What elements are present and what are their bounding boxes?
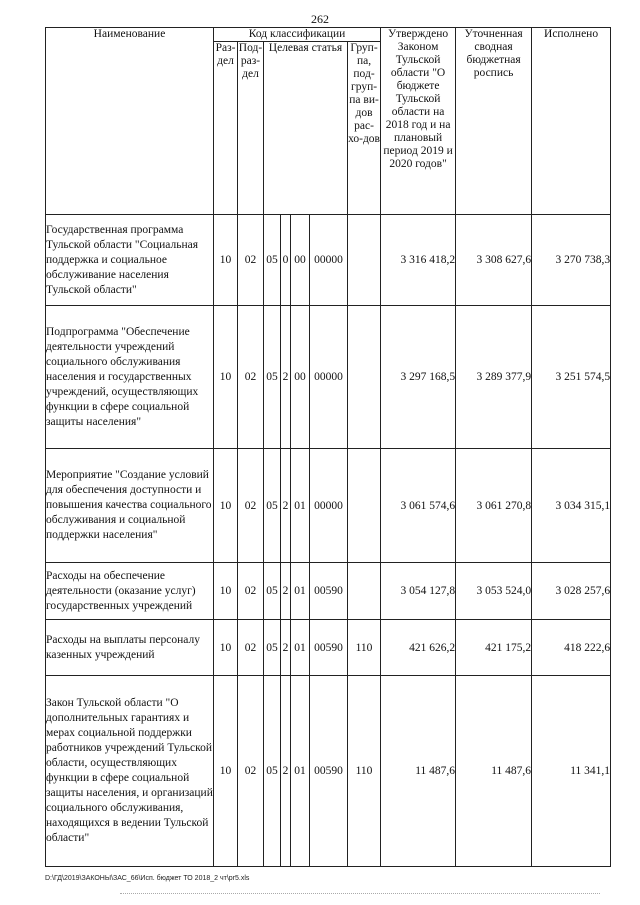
row-approved: 3 297 168,5 xyxy=(381,306,456,449)
row-refined: 3 289 377,9 xyxy=(456,306,532,449)
row-target-2: 2 xyxy=(281,620,291,676)
row-group xyxy=(348,306,381,449)
row-target-2: 2 xyxy=(281,676,291,867)
header-row-top xyxy=(46,28,611,42)
row-target-1: 05 xyxy=(264,306,281,449)
row-approved: 3 061 574,6 xyxy=(381,449,456,563)
row-group xyxy=(348,215,381,306)
table-row xyxy=(46,215,611,306)
row-target-3: 01 xyxy=(291,676,310,867)
row-target-4: 00000 xyxy=(310,449,348,563)
row-target-1: 05 xyxy=(264,215,281,306)
header-code-group: Код классификации xyxy=(214,28,381,42)
page-number: 262 xyxy=(311,12,329,26)
row-razdel: 10 xyxy=(214,620,238,676)
row-executed: 3 034 315,1 xyxy=(532,449,611,563)
row-podrazdel: 02 xyxy=(238,676,264,867)
row-refined: 3 308 627,6 xyxy=(456,215,532,306)
row-target-3: 01 xyxy=(291,620,310,676)
row-refined: 11 487,6 xyxy=(456,676,532,867)
row-target-2: 2 xyxy=(281,449,291,563)
row-podrazdel: 02 xyxy=(238,306,264,449)
row-group xyxy=(348,449,381,563)
row-target-1: 05 xyxy=(264,563,281,620)
row-target-1: 05 xyxy=(264,676,281,867)
table-row xyxy=(46,306,611,449)
row-name: Расходы на обеспечение деятельности (оказание услуг) государственных учреждений xyxy=(46,563,214,620)
row-group xyxy=(348,563,381,620)
row-target-4: 00590 xyxy=(310,676,348,867)
row-razdel: 10 xyxy=(214,676,238,867)
row-podrazdel: 02 xyxy=(238,620,264,676)
footer-divider xyxy=(120,893,600,894)
row-target-4: 00590 xyxy=(310,620,348,676)
header-approved: Утверждено Законом Тульской области "О бюджете Тульской области на 2018 год и на плановый период 2019 и 2020 годов" xyxy=(381,28,456,215)
row-approved: 3 054 127,8 xyxy=(381,563,456,620)
row-name: Государственная программа Тульской области "Социальная поддержка и социальное обслуживание населения Тульской области" xyxy=(46,215,214,306)
row-target-3: 01 xyxy=(291,449,310,563)
row-executed: 3 251 574,5 xyxy=(532,306,611,449)
row-name: Расходы на выплаты персоналу казенных учреждений xyxy=(46,620,214,676)
footer-file-path: D:\ГД\2019\ЗАКОНЫ\ЗАС_66\Исп. бюджет ТО 2018_2 чт\pr5.xls xyxy=(45,875,250,882)
row-target-2: 0 xyxy=(281,215,291,306)
row-target-1: 05 xyxy=(264,620,281,676)
row-podrazdel: 02 xyxy=(238,215,264,306)
row-razdel: 10 xyxy=(214,449,238,563)
row-razdel: 10 xyxy=(214,563,238,620)
header-name: Наименование xyxy=(46,28,214,215)
table-row xyxy=(46,563,611,620)
table-row xyxy=(46,449,611,563)
row-target-3: 00 xyxy=(291,306,310,449)
row-refined: 421 175,2 xyxy=(456,620,532,676)
row-approved: 11 487,6 xyxy=(381,676,456,867)
header-target: Целевая статья xyxy=(264,42,348,215)
header-razdel: Раз-дел xyxy=(214,42,238,215)
table-row xyxy=(46,620,611,676)
row-podrazdel: 02 xyxy=(238,563,264,620)
row-target-4: 00000 xyxy=(310,215,348,306)
row-target-3: 00 xyxy=(291,215,310,306)
row-target-4: 00000 xyxy=(310,306,348,449)
header-executed: Исполнено xyxy=(532,28,611,215)
row-name: Мероприятие "Создание условий для обеспечения доступности и повышения качества социального обслуживания и социальной поддержки населения" xyxy=(46,449,214,563)
row-executed: 418 222,6 xyxy=(532,620,611,676)
header-podrazdel: Под-раз-дел xyxy=(238,42,264,215)
row-group: 110 xyxy=(348,676,381,867)
table-row xyxy=(46,676,611,867)
row-name: Закон Тульской области "О дополнительных гарантиях и мерах социальной поддержки работников учреждений Тульской области, осуществляющих функции в сфере социальной защиты населения, и организаций социального обслуживания, находящихся в ведении Тульской области" xyxy=(46,676,214,867)
row-executed: 11 341,1 xyxy=(532,676,611,867)
row-target-4: 00590 xyxy=(310,563,348,620)
budget-table xyxy=(45,27,611,867)
header-group: Груп-па, под-груп-па ви-дов рас-хо-дов xyxy=(348,42,381,215)
row-razdel: 10 xyxy=(214,306,238,449)
row-target-1: 05 xyxy=(264,449,281,563)
row-target-2: 2 xyxy=(281,306,291,449)
header-refined: Уточненная сводная бюджетная роспись xyxy=(456,28,532,215)
row-name: Подпрограмма "Обеспечение деятельности учреждений социального обслуживания населения и государственных учреждений, осуществляющих функции в сфере социальной защиты населения" xyxy=(46,306,214,449)
row-razdel: 10 xyxy=(214,215,238,306)
row-executed: 3 028 257,6 xyxy=(532,563,611,620)
row-approved: 3 316 418,2 xyxy=(381,215,456,306)
row-approved: 421 626,2 xyxy=(381,620,456,676)
row-refined: 3 053 524,0 xyxy=(456,563,532,620)
row-group: 110 xyxy=(348,620,381,676)
row-target-3: 01 xyxy=(291,563,310,620)
row-target-2: 2 xyxy=(281,563,291,620)
row-refined: 3 061 270,8 xyxy=(456,449,532,563)
row-podrazdel: 02 xyxy=(238,449,264,563)
row-executed: 3 270 738,3 xyxy=(532,215,611,306)
